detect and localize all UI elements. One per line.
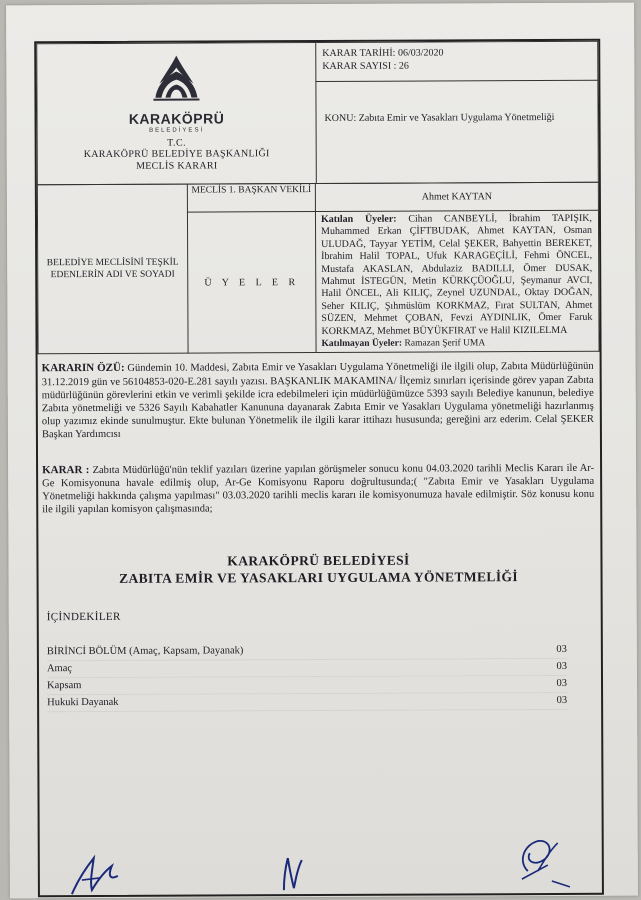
decision-type: MECLİS KARARI xyxy=(136,160,218,172)
decision-summary xyxy=(42,360,594,442)
logo-cell xyxy=(37,43,317,185)
institution-name: KARAKÖPRÜ BELEDİYE BAŞKANLIĞI xyxy=(83,148,270,161)
logo-brand-text: KARAKÖPRÜ xyxy=(128,110,225,127)
decision-meta-cell xyxy=(316,41,598,81)
decision-number: KARAR SAYISI : 26 xyxy=(322,60,409,72)
table-of-contents xyxy=(47,642,567,712)
members-table xyxy=(37,182,600,355)
toc-item-label: Hukuki Dayanak xyxy=(47,696,119,709)
chair-name: Ahmet KAYTAN xyxy=(315,182,598,211)
toc-item-page: 03 xyxy=(556,644,567,656)
summary-text: Gündemin 10. Maddesi, Zabıta Emir ve Yasakları Uygulama Yönetmeliği ile ilgili olup, Zabıta Müdürlüğünün 31.12.2019 gün ve 56104853-020-E.281 sayılı yazısı. BAŞKANLIK MAKAMINA/ İlçemiz sınırları içerisinde görev yapan Zabıta müdürlüğünün görevlerini etkin ve verimli şekilde icra edebilmeleri için müdürlüğümüzce 5393 sayılı Belediye kanunun, belediye Zabıta yönetmeliği ve 5326 Sayılı Kabahatler Kanununa dayanarak Zabıta Emir ve Yasakları Uygulama yönetmeliği hazırlanmış olup yazımız ekinde sunulmuştur. Ekte bulunan Yönetmelik ile ilgili karar ittihazı hususunda; gereğini arz ederim. Celal ŞEKER Başkan Yardımcısı xyxy=(41,361,594,441)
header-table xyxy=(36,41,599,185)
members-side-label: BELEDİYE MECLİSİNİ TEŞKİL EDENLERİN ADI VE SOYADI xyxy=(37,184,188,354)
decision-label: KARAR : xyxy=(42,463,90,476)
toc-item-label: Kapsam xyxy=(47,680,82,692)
attendees-label: Katılan Üyeler: xyxy=(320,213,397,226)
signature-middle xyxy=(278,854,308,894)
decision-date: KARAR TARİHİ: 06/03/2020 xyxy=(322,47,444,59)
decision-body xyxy=(38,352,602,712)
toc-item-page: 03 xyxy=(556,661,567,673)
subject-cell: KONU: Zabıta Emir ve Yasakları Uygulama Yönetmeliği xyxy=(316,80,598,183)
absent-list: Ramazan Şerif UMA xyxy=(404,338,486,349)
regulation-title-line1: KARAKÖPRÜ BELEDİYESİ xyxy=(227,552,410,568)
attendees-list: Cihan CANBEYLİ, İbrahim TAPIŞIK, Muhammed Erkan ÇİFTBUDAK, Ahmet KAYTAN, Osman ULUDAĞ, Tayyar YETİM, Celal ŞEKER, Bahyettin BEREKET, İbrahim Halil TOPAL, Ufuk KARAGEÇİLİ, Fehmi ÖNCEL, Mustafa AKASLAN, Abdulaziz BADILLI, Ömer DUSAK, Mahmut İSTEGÜN, Metin KÜRKÇÜOĞLU, Şeymanur AVCI, Halil ÖNCEL, Ali KILIÇ, Zeynel UZUNDAL, Oktay DOĞAN, Seher KILIÇ, Şıhmüslüm KORKMAZ, Fırat SULTAN, Ahmet SÜZEN, Mehmet ÇOBAN, Fevzi AYDINLIK, Ömer Faruk KORKMAZ, Mehmet BÜYÜKFIRAT ve Halil KIZILELMA xyxy=(321,212,593,337)
chair-role: MECLİS 1. BAŞKAN VEKİLİ xyxy=(187,184,315,213)
regulation-title xyxy=(42,550,594,586)
document-page xyxy=(6,3,638,899)
logo-brand-subtext: BELEDİYESİ xyxy=(149,127,205,134)
toc-item-page: 03 xyxy=(556,695,568,707)
toc-item-label: BİRİNCİ BÖLÜM (Amaç, Kapsam, Dayanak) xyxy=(46,645,244,658)
tc-label: T.C. xyxy=(167,137,187,149)
toc-item-page: 03 xyxy=(556,678,568,690)
regulation-title-line2: ZABITA EMİR VE YASAKLARI UYGULAMA YÖNETMELİĞİ xyxy=(119,568,519,586)
absent-label: Katılmayan Üyeler: xyxy=(321,338,403,350)
document-frame xyxy=(34,39,604,897)
signature-left xyxy=(68,850,138,898)
signature-right xyxy=(508,831,578,891)
members-list-cell xyxy=(315,210,599,353)
toc-heading: İÇİNDEKİLER xyxy=(46,610,121,623)
summary-label: KARARIN ÖZÜ: xyxy=(41,362,125,375)
toc-item-label: Amaç xyxy=(46,663,73,675)
decision-text xyxy=(42,462,594,517)
members-role: Ü Y E L E R xyxy=(187,212,316,354)
karakopru-logo-icon xyxy=(147,54,205,104)
toc-row xyxy=(47,693,567,712)
decision-text-content: Zabıta Müdürlüğü'nün teklif yazıları üzerine yapılan görüşmeler sonucu konu 04.03.2020 tarihli Meclis Kararı ile Ar-Ge Komisyonuna havale edilmiş olup, Ar-Ge Komisyonu Raporu doğrultusunda;( "Zabıta Emir ve Yasakları Uygulama Yönetmeliği hakkında çalışma yapılması" 03.03.2020 tarihli meclis kararı ile komisyonumuza havale edilmiştir. Söz konusu konu ile ilgili yapılan komisyon çalışmasında; xyxy=(42,462,595,516)
